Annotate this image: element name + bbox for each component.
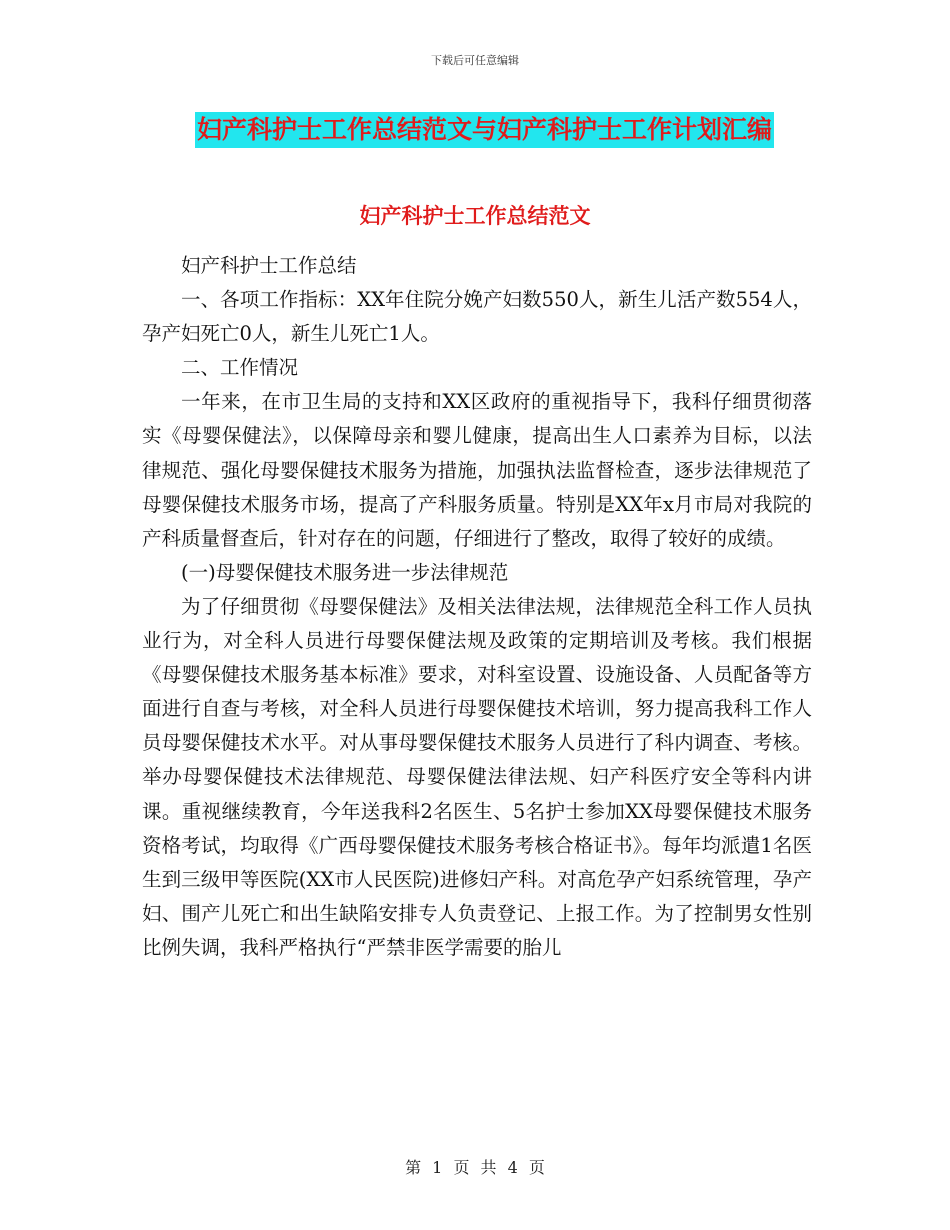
paragraph: 妇产科护士工作总结 [181,254,357,277]
paragraph: 一、各项工作指标：XX年住院分娩产妇数550人，新生儿活产数554人，孕产妇死亡0人，新生儿死亡1人。 [142,288,812,346]
page-footer: 第 1 页 共 4 页 [405,1158,545,1177]
document-body [142,249,812,965]
section-title: 妇产科护士工作总结范文 [359,203,591,228]
paragraph: (一)母婴保健技术服务进一步法律规范 [181,560,509,584]
paragraph: 二、工作情况 [181,356,299,380]
header-note: 下载后可任意编辑 [431,54,519,67]
paragraph: 一年来，在市卫生局的支持和XX区政府的重视指导下，我科仔细贯彻落实《母婴保健法》，以保障母亲和婴儿健康，提高出生人口素养为目标，以法律规范、强化母婴保健技术服务为措施，加强执法监督检查，逐步法律规范了母婴保健技术服务市场，提高了产科服务质量。特别是XX年x月市局对我院的产科质量督查后，针对存在的问题，仔细进行了整改，取得了较好的成绩。 [142,390,812,550]
document-main-title: 妇产科护士工作总结范文与妇产科护士工作计划汇编 [195,112,774,148]
paragraph: 为了仔细贯彻《母婴保健法》及相关法律法规，法律规范全科工作人员执业行为，对全科人员进行母婴保健法规及政策的定期培训及考核。我们根据《母婴保健技术服务基本标准》要求，对科室设置、设施设备、人员配备等方面进行自查与考核，对全科人员进行母婴保健技术培训，努力提高我科工作人员母婴保健技术水平。对从事母婴保健技术服务人员进行了科内调查、考核。举办母婴保健技术法律规范、母婴保健法律法规、妇产科医疗安全等科内讲课。重视继续教育，今年送我科2名医生、5名护士参加XX母婴保健技术服务资格考试，均取得《广西母婴保健技术服务考核合格证书》。每年均派遣1名医生到三级甲等医院(XX市人民医院)进修妇产科。对高危孕产妇系统管理，孕产妇、围产儿死亡和出生缺陷安排专人负责登记、上报工作。为了控制男女性别比例失调，我科严格执行“严禁非医学需要的胎儿 [142,594,812,959]
